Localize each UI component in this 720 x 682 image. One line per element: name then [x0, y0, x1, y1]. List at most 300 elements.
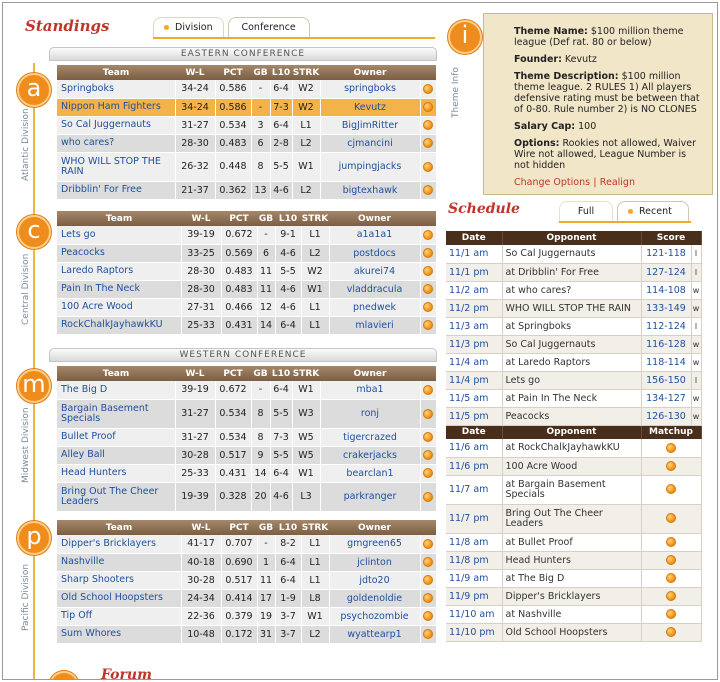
- basketball-icon[interactable]: [423, 230, 433, 240]
- table-row: [57, 589, 436, 607]
- gb-cell: 19: [257, 607, 275, 625]
- result-marker: l: [691, 245, 701, 263]
- streak-cell: L1: [301, 535, 329, 553]
- team-link[interactable]: Tip Off: [57, 607, 181, 625]
- col-gb: GB: [251, 366, 270, 381]
- streak-cell: W2: [292, 98, 320, 116]
- l10-cell: 5-5: [270, 152, 292, 181]
- info-links: Change Options | Realign: [514, 177, 635, 188]
- wl-cell: 19-39: [175, 482, 215, 511]
- upcoming-header: [446, 425, 701, 439]
- l10-cell: 5-5: [270, 446, 292, 464]
- tab-full[interactable]: [559, 201, 613, 221]
- matchup-basketball-icon[interactable]: [666, 513, 676, 523]
- basketball-icon[interactable]: [423, 284, 433, 294]
- basketball-icon[interactable]: [423, 120, 433, 130]
- col-opponent: Opponent: [502, 425, 641, 439]
- basketball-icon[interactable]: [423, 162, 433, 172]
- opponent-name: at The Big D: [502, 569, 641, 587]
- team-link[interactable]: Alley Ball: [57, 446, 175, 464]
- forum-title: Forum: [101, 667, 152, 680]
- basketball-icon[interactable]: [423, 492, 433, 502]
- gb-cell: 31: [257, 625, 275, 643]
- score-link[interactable]: 118-114: [641, 353, 691, 371]
- wl-cell: 31-27: [175, 116, 215, 134]
- score-link[interactable]: 121-118: [641, 245, 691, 263]
- col-wl: W-L: [175, 65, 215, 80]
- game-date: 11/6 am: [446, 439, 502, 457]
- owner-link[interactable]: psychozombie: [329, 607, 420, 625]
- schedule-row: [446, 587, 701, 605]
- gb-cell: 13: [251, 181, 270, 199]
- gb-cell: 6: [257, 244, 275, 262]
- schedule-row: [446, 439, 701, 457]
- result-marker: l: [691, 371, 701, 389]
- owner-link[interactable]: bigtexhawk: [320, 181, 420, 199]
- wl-cell: 10-48: [181, 625, 221, 643]
- game-date: 11/2 am: [446, 281, 502, 299]
- table-row: [57, 134, 436, 152]
- owner-link[interactable]: cjmancini: [320, 134, 420, 152]
- score-link[interactable]: 156-150: [641, 371, 691, 389]
- basketball-icon[interactable]: [423, 102, 433, 112]
- streak-cell: W1: [301, 280, 329, 298]
- team-link[interactable]: 100 Acre Wood: [57, 298, 181, 316]
- pct-cell: 0.483: [221, 280, 257, 298]
- col-owner: Owner: [320, 366, 420, 381]
- table-header: [57, 520, 436, 535]
- gb-cell: -: [251, 80, 270, 98]
- streak-cell: W3: [292, 399, 320, 428]
- opponent-name: Lets go: [502, 371, 641, 389]
- table-row: [57, 152, 436, 181]
- result-marker: w: [691, 335, 701, 353]
- game-date: 11/5 am: [446, 389, 502, 407]
- standings-title: Standings: [25, 17, 110, 35]
- active-tab-dot-icon: [164, 25, 169, 30]
- l10-cell: 4-6: [270, 181, 292, 199]
- col-l10: L10: [270, 65, 292, 80]
- basketball-icon[interactable]: [423, 84, 433, 94]
- owner-link[interactable]: jclinton: [329, 553, 420, 571]
- team-link[interactable]: Lets go: [57, 226, 181, 244]
- wl-cell: 28-30: [181, 262, 221, 280]
- tab-conference[interactable]: [228, 17, 310, 37]
- wl-cell: 39-19: [175, 381, 215, 399]
- col-pct: PCT: [215, 366, 251, 381]
- game-date: 11/6 pm: [446, 457, 502, 475]
- matchup-basketball-icon[interactable]: [666, 591, 676, 601]
- basketball-icon[interactable]: [423, 248, 433, 258]
- streak-cell: L1: [301, 298, 329, 316]
- schedule-row: [446, 371, 701, 389]
- opponent-name: So Cal Juggernauts: [502, 245, 641, 263]
- score-link[interactable]: 126-130: [641, 407, 691, 425]
- table-row: [57, 116, 436, 134]
- schedule-row: [446, 281, 701, 299]
- wl-cell: 25-33: [181, 316, 221, 334]
- schedule-row: [446, 353, 701, 371]
- col-score: Score: [641, 231, 701, 245]
- opponent-name: at Dribblin' For Free: [502, 263, 641, 281]
- owner-link[interactable]: mba1: [320, 381, 420, 399]
- pct-cell: 0.534: [215, 399, 251, 428]
- table-header: [57, 366, 436, 381]
- opponent-name: at Bullet Proof: [502, 533, 641, 551]
- matchup-basketball-icon[interactable]: [666, 484, 676, 494]
- change-options-link[interactable]: Change Options: [514, 177, 591, 188]
- l10-cell: 3-7: [275, 625, 301, 643]
- matchup-basketball-icon[interactable]: [666, 461, 676, 471]
- gb-cell: 11: [257, 571, 275, 589]
- team-link[interactable]: Sharp Shooters: [57, 571, 181, 589]
- opponent-name: at RockChalkJayhawkKU: [502, 439, 641, 457]
- col-opponent: Opponent: [502, 231, 641, 245]
- team-link[interactable]: Dribblin' For Free: [57, 181, 175, 199]
- pct-cell: 0.586: [215, 98, 251, 116]
- basketball-icon[interactable]: [423, 138, 433, 148]
- opponent-name: Dipper's Bricklayers: [502, 587, 641, 605]
- realign-link[interactable]: Realign: [599, 177, 635, 188]
- pct-cell: 0.569: [221, 244, 257, 262]
- result-marker: l: [691, 317, 701, 335]
- l10-cell: 5-5: [270, 399, 292, 428]
- opponent-name: Bring Out The Cheer Leaders: [502, 504, 641, 533]
- col-strk: STRK: [292, 366, 320, 381]
- score-link[interactable]: 112-124: [641, 317, 691, 335]
- tab-recent-label: Recent: [639, 206, 672, 217]
- col-pct: PCT: [215, 65, 251, 80]
- owner-link[interactable]: postdocs: [329, 244, 420, 262]
- owner-link[interactable]: mlavieri: [329, 316, 420, 334]
- tab-division-label: Division: [175, 22, 213, 33]
- theme-info-side-label: Theme Info: [451, 67, 461, 118]
- l10-cell: 1-9: [275, 589, 301, 607]
- gb-cell: 1: [257, 553, 275, 571]
- l10-cell: 6-4: [270, 381, 292, 399]
- team-link[interactable]: Old School Hoopsters: [57, 589, 181, 607]
- schedule-title: Schedule: [448, 201, 520, 217]
- pct-cell: 0.690: [221, 553, 257, 571]
- streak-cell: L2: [292, 134, 320, 152]
- team-link[interactable]: Nippon Ham Fighters: [57, 98, 175, 116]
- recent-header: [446, 231, 701, 245]
- team-link[interactable]: So Cal Juggernauts: [57, 116, 175, 134]
- owner-link[interactable]: vladdracula: [329, 280, 420, 298]
- basketball-icon[interactable]: [423, 302, 433, 312]
- team-link[interactable]: who cares?: [57, 134, 175, 152]
- col-owner: Owner: [320, 65, 420, 80]
- team-link[interactable]: Laredo Raptors: [57, 262, 181, 280]
- col-strk: STRK: [301, 520, 329, 535]
- team-link[interactable]: The Big D: [57, 381, 175, 399]
- owner-link[interactable]: pnedwek: [329, 298, 420, 316]
- team-link[interactable]: Pain In The Neck: [57, 280, 181, 298]
- wl-cell: 41-17: [181, 535, 221, 553]
- col-l10: L10: [275, 520, 301, 535]
- table-row: [57, 98, 436, 116]
- col-date: Date: [446, 425, 502, 439]
- owner-link[interactable]: akurei74: [329, 262, 420, 280]
- schedule-row: [446, 533, 701, 551]
- team-link[interactable]: Nashville: [57, 553, 181, 571]
- schedule-row: [446, 389, 701, 407]
- game-date: 11/8 am: [446, 533, 502, 551]
- owner-link[interactable]: jdto20: [329, 571, 420, 589]
- theme-options: Options: Rookies not allowed, Waiver Wire not allowed, League Number is not hidden: [514, 138, 697, 171]
- conference-header-eastern: EASTERN CONFERENCE: [49, 47, 437, 61]
- gb-cell: -: [251, 381, 270, 399]
- theme-description: Theme Description: $100 million theme league. 2 RULES 1) All players defensive rating must be between that of 0-80. Rule number 2) is NO CLONES: [514, 71, 700, 115]
- team-link[interactable]: Bring Out The Cheer Leaders: [57, 482, 175, 511]
- pct-cell: 0.448: [215, 152, 251, 181]
- streak-cell: W2: [292, 80, 320, 98]
- pct-cell: 0.362: [215, 181, 251, 199]
- division-label-central: Central Division: [21, 253, 31, 325]
- owner-link[interactable]: ronj: [320, 399, 420, 428]
- team-link[interactable]: WHO WILL STOP THE RAIN: [57, 152, 175, 181]
- table-row: [57, 446, 436, 464]
- matchup-basketball-icon[interactable]: [666, 627, 676, 637]
- pct-cell: 0.328: [215, 482, 251, 511]
- basketball-icon[interactable]: [423, 539, 433, 549]
- pct-cell: 0.672: [215, 381, 251, 399]
- wl-cell: 28-30: [181, 280, 221, 298]
- col-l10: L10: [270, 366, 292, 381]
- gb-cell: 14: [251, 464, 270, 482]
- basketball-icon[interactable]: [423, 557, 433, 567]
- team-link[interactable]: RockChalkJayhawkKU: [57, 316, 181, 334]
- owner-link[interactable]: parkranger: [320, 482, 420, 511]
- standings-table-pacific: [57, 520, 437, 644]
- basketball-icon[interactable]: [423, 450, 433, 460]
- conference-header-western: WESTERN CONFERENCE: [49, 348, 437, 362]
- pct-cell: 0.534: [215, 428, 251, 446]
- score-link[interactable]: 116-128: [641, 335, 691, 353]
- table-row: [57, 262, 436, 280]
- table-row: [57, 298, 436, 316]
- streak-cell: L1: [301, 316, 329, 334]
- col-date: Date: [446, 231, 502, 245]
- wl-cell: 30-28: [175, 446, 215, 464]
- basketball-icon[interactable]: [423, 185, 433, 195]
- streak-cell: W2: [301, 262, 329, 280]
- tab-recent[interactable]: [617, 201, 689, 221]
- streak-cell: L2: [301, 625, 329, 643]
- col-wl: W-L: [175, 366, 215, 381]
- matchup-basketball-icon[interactable]: [666, 573, 676, 583]
- game-date: 11/4 am: [446, 353, 502, 371]
- schedule-row: [446, 504, 701, 533]
- owner-link[interactable]: BigJimRitter: [320, 116, 420, 134]
- gb-cell: 9: [251, 446, 270, 464]
- pct-cell: 0.431: [221, 316, 257, 334]
- col-team: Team: [57, 65, 175, 80]
- tab-full-label: Full: [577, 206, 595, 217]
- score-link[interactable]: 114-108: [641, 281, 691, 299]
- schedule-row: [446, 551, 701, 569]
- salary-cap: Salary Cap: 100: [514, 121, 597, 132]
- basketball-icon[interactable]: [423, 432, 433, 442]
- division-letter-a-icon: a: [17, 73, 51, 107]
- wl-cell: 28-30: [175, 134, 215, 152]
- wl-cell: 21-37: [175, 181, 215, 199]
- tab-division[interactable]: [153, 17, 224, 37]
- streak-cell: L1: [292, 116, 320, 134]
- wl-cell: 34-24: [175, 80, 215, 98]
- l10-cell: 4-6: [275, 280, 301, 298]
- streak-cell: W1: [292, 152, 320, 181]
- gb-cell: 12: [257, 298, 275, 316]
- score-link[interactable]: 127-124: [641, 263, 691, 281]
- schedule-row: [446, 457, 701, 475]
- standings-tab-underline: [153, 37, 435, 39]
- col-gb: GB: [257, 211, 275, 226]
- owner-link[interactable]: bearclan1: [320, 464, 420, 482]
- team-link[interactable]: Peacocks: [57, 244, 181, 262]
- gb-cell: 8: [251, 152, 270, 181]
- table-row: [57, 381, 436, 399]
- basketball-icon[interactable]: [423, 409, 433, 419]
- l10-cell: 6-4: [270, 464, 292, 482]
- schedule-tab-underline: [559, 221, 691, 223]
- team-link[interactable]: Head Hunters: [57, 464, 175, 482]
- owner-link[interactable]: goldenoldie: [329, 589, 420, 607]
- opponent-name: Peacocks: [502, 407, 641, 425]
- game-date: 11/4 pm: [446, 371, 502, 389]
- matchup-basketball-icon[interactable]: [666, 555, 676, 565]
- pct-cell: 0.534: [215, 116, 251, 134]
- standings-table-midwest: [57, 366, 437, 512]
- score-link[interactable]: 133-149: [641, 299, 691, 317]
- wl-cell: 30-28: [181, 571, 221, 589]
- pct-cell: 0.172: [221, 625, 257, 643]
- basketball-icon[interactable]: [423, 629, 433, 639]
- standings-table-central: [57, 211, 437, 335]
- schedule-row: [446, 407, 701, 425]
- game-date: 11/10 pm: [446, 623, 502, 641]
- owner-link[interactable]: Kevutz: [320, 98, 420, 116]
- matchup-basketball-icon[interactable]: [666, 443, 676, 453]
- opponent-name: at Pain In The Neck: [502, 389, 641, 407]
- game-date: 11/7 pm: [446, 504, 502, 533]
- l10-cell: 6-4: [270, 80, 292, 98]
- col-team: Team: [57, 211, 181, 226]
- col-wl: W-L: [181, 211, 221, 226]
- active-tab-dot-icon: [628, 209, 633, 214]
- result-marker: w: [691, 407, 701, 425]
- gb-cell: -: [257, 226, 275, 244]
- l10-cell: 6-4: [275, 553, 301, 571]
- wl-cell: 33-25: [181, 244, 221, 262]
- opponent-name: at Laredo Raptors: [502, 353, 641, 371]
- basketball-icon[interactable]: [423, 575, 433, 585]
- streak-cell: W5: [292, 446, 320, 464]
- team-link[interactable]: Sum Whores: [57, 625, 181, 643]
- basketball-icon[interactable]: [423, 385, 433, 395]
- schedule-row: [446, 335, 701, 353]
- col-gb: GB: [257, 520, 275, 535]
- col-team: Team: [57, 366, 175, 381]
- owner-link[interactable]: jumpingjacks: [320, 152, 420, 181]
- wl-cell: 40-18: [181, 553, 221, 571]
- result-marker: w: [691, 353, 701, 371]
- col-owner: Owner: [329, 520, 420, 535]
- owner-link[interactable]: gmgreen65: [329, 535, 420, 553]
- pct-cell: 0.431: [215, 464, 251, 482]
- schedule-row: [446, 317, 701, 335]
- wl-cell: 27-31: [181, 298, 221, 316]
- col-wl: W-L: [181, 520, 221, 535]
- matchup-basketball-icon[interactable]: [666, 609, 676, 619]
- team-link[interactable]: Bullet Proof: [57, 428, 175, 446]
- l10-cell: 4-6: [275, 244, 301, 262]
- owner-link[interactable]: springboks: [320, 80, 420, 98]
- gb-cell: -: [251, 98, 270, 116]
- basketball-icon[interactable]: [423, 320, 433, 330]
- col-l10: L10: [275, 211, 301, 226]
- opponent-name: Head Hunters: [502, 551, 641, 569]
- table-row: [57, 399, 436, 428]
- l10-cell: 6-4: [275, 316, 301, 334]
- col-pct: PCT: [221, 520, 257, 535]
- basketball-icon[interactable]: [423, 468, 433, 478]
- game-date: 11/2 pm: [446, 299, 502, 317]
- game-date: 11/8 pm: [446, 551, 502, 569]
- gb-cell: 11: [257, 280, 275, 298]
- pct-cell: 0.586: [215, 80, 251, 98]
- theme-info-panel: [451, 13, 713, 195]
- schedule-table: [446, 231, 702, 642]
- opponent-name: at Springboks: [502, 317, 641, 335]
- col-matchup: Matchup: [641, 425, 701, 439]
- l10-cell: 4-6: [275, 298, 301, 316]
- tab-conference-label: Conference: [241, 22, 296, 33]
- team-link[interactable]: Springboks: [57, 80, 175, 98]
- l10-cell: 7-3: [270, 98, 292, 116]
- pct-cell: 0.483: [215, 134, 251, 152]
- gb-cell: -: [257, 535, 275, 553]
- score-link[interactable]: 134-127: [641, 389, 691, 407]
- streak-cell: L1: [301, 571, 329, 589]
- owner-link[interactable]: wyattearp1: [329, 625, 420, 643]
- team-link[interactable]: Dipper's Bricklayers: [57, 535, 181, 553]
- pct-cell: 0.707: [221, 535, 257, 553]
- matchup-basketball-icon[interactable]: [666, 537, 676, 547]
- table-row: [57, 625, 436, 643]
- basketball-icon[interactable]: [423, 593, 433, 603]
- gb-cell: 3: [251, 116, 270, 134]
- division-letter-c-icon: c: [17, 215, 51, 249]
- table-row: [57, 280, 436, 298]
- opponent-name: WHO WILL STOP THE RAIN: [502, 299, 641, 317]
- gb-cell: 6: [251, 134, 270, 152]
- result-marker: w: [691, 299, 701, 317]
- gb-cell: 8: [251, 399, 270, 428]
- owner-link[interactable]: tigercrazed: [320, 428, 420, 446]
- opponent-name: at Bargain Basement Specials: [502, 475, 641, 504]
- basketball-icon[interactable]: [423, 266, 433, 276]
- basketball-icon[interactable]: [423, 611, 433, 621]
- owner-link[interactable]: crakerjacks: [320, 446, 420, 464]
- streak-cell: L1: [301, 226, 329, 244]
- theme-founder: Founder: Kevutz: [514, 54, 597, 65]
- owner-link[interactable]: a1a1a1: [329, 226, 420, 244]
- division-letter-m-icon: m: [17, 369, 51, 403]
- streak-cell: L8: [301, 589, 329, 607]
- pct-cell: 0.379: [221, 607, 257, 625]
- team-link[interactable]: Bargain Basement Specials: [57, 399, 175, 428]
